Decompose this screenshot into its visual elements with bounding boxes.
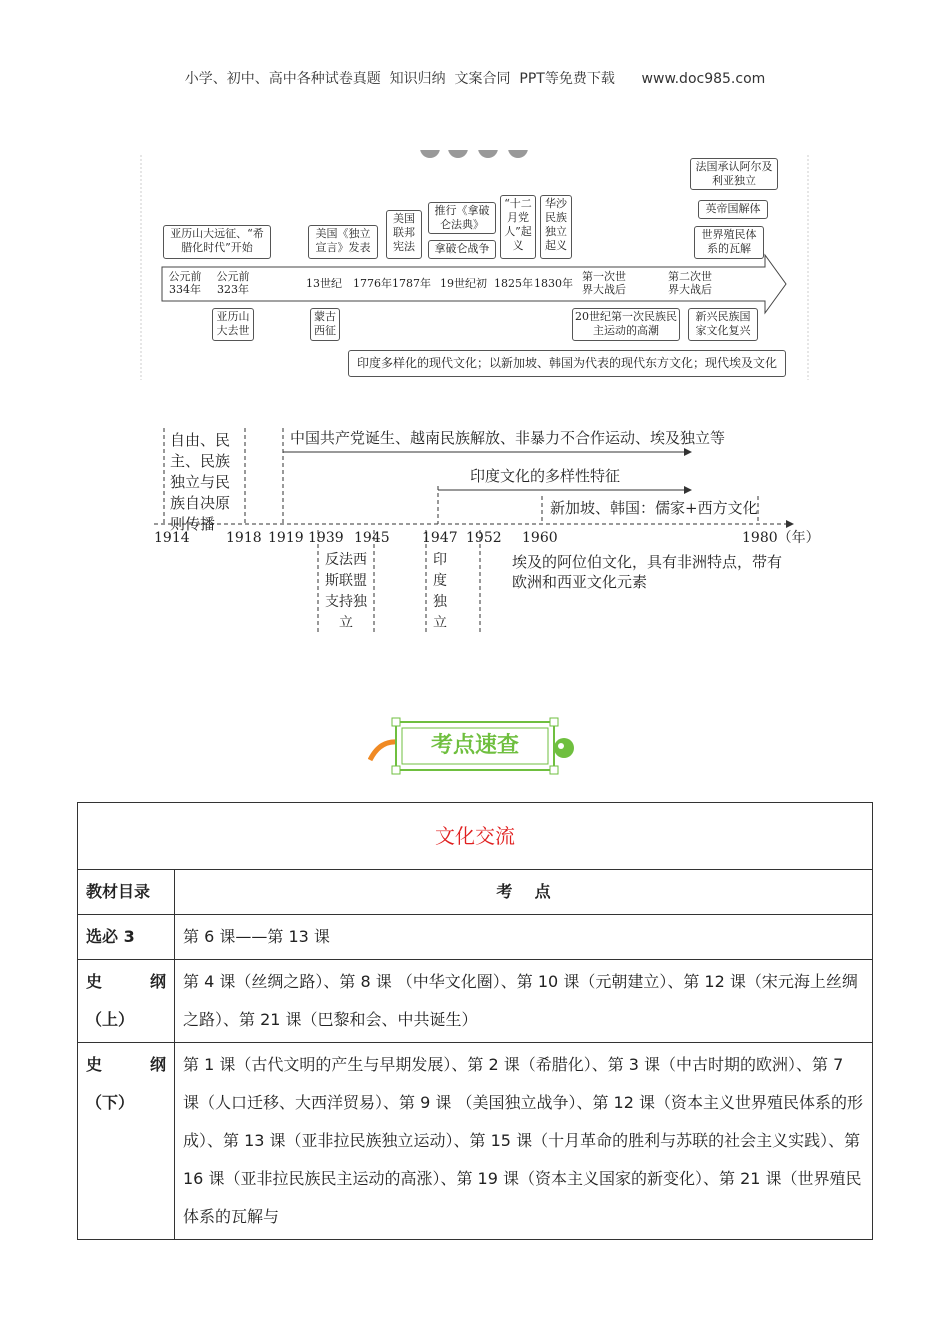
tl2-arrow2-text: 印度文化的多样性特征 [470, 467, 621, 485]
tl1-label-13c: 13世纪 [306, 277, 342, 290]
tl1-box-ww1-tide: 20世纪第一次民族民主运动的高潮 [572, 308, 680, 341]
tl2-india-independence-text: 印度独立 [433, 552, 447, 631]
timeline-1 [140, 150, 810, 385]
row-label-b: 纲 [149, 1055, 166, 1074]
row-label: 选必 3 [78, 915, 175, 960]
tl2-year-1952: 1952 [466, 530, 502, 546]
tl1-label-1830: 1830年 [534, 277, 573, 290]
tl2-year-1919: 1919 [268, 530, 304, 546]
tl2-antifascist-text: 反法西斯联盟支持独立 [325, 552, 367, 631]
tl1-label-1825: 1825年 [494, 277, 533, 290]
tl1-box-decembrist: “十二月党人”起义 [500, 195, 536, 259]
tl2-year-1914: 1914 [154, 530, 190, 546]
tl2-year-1960: 1960 [522, 530, 558, 546]
tl1-box-revival: 新兴民族国家文化复兴 [688, 308, 758, 341]
tl1-box-warsaw: 华沙民族独立起义 [540, 195, 572, 259]
header-kaodian: 考 点 [175, 870, 873, 915]
row-content: 第 1 课（古代文明的产生与早期发展）、第 2 课（希腊化）、第 3 课（中古时期的欧洲）、第 7 课（人口迁移、大西洋贸易）、第 9 课 （美国独立战争）、第 12 课（资本主义世界殖民体系的形成）、第 13 课（亚非拉民族独立运动）、第 15 课（十月革命的胜利与苏联的社会主义实践）、第 16 课（亚非拉民族民主运动的高涨）、第 19 课（资本主义国家的新变化）、第 21 课（世界殖民体系的瓦解与 [175, 1043, 873, 1240]
culture-exchange-table [77, 802, 873, 1240]
tl1-box-alexander: 亚历山大远征、“希腊化时代”开始 [163, 225, 271, 259]
tl1-box-constitution: 美国联邦宪法 [386, 210, 422, 259]
tl1-box-modern-culture: 印度多样化的现代文化；以新加坡、韩国为代表的现代东方文化；现代埃及文化 [348, 350, 786, 377]
tl2-year-1945: 1945 [354, 530, 390, 546]
tl2-year-1980: 1980（年） [742, 530, 820, 546]
row-label [78, 1043, 175, 1240]
tl1-label-ww2: 第二次世界大战后 [668, 270, 712, 296]
kaodian-banner [368, 716, 584, 776]
tl1-box-alexander-death: 亚历山大去世 [212, 308, 254, 341]
tl2-egypt-text: 埃及的阿位伯文化，具有非洲特点，带有欧洲和西亚文化元素 [512, 553, 783, 591]
tl2-left-text: 自由、民主、民族独立与民族自决原则传播 [170, 431, 231, 533]
tl1-box-napoleon-war: 拿破仑战争 [428, 240, 496, 259]
page-header: 小学、初中、高中各种试卷真题 知识归纳 文案合同 PPT等免费下载 www.doc985.com [184, 71, 766, 87]
table-row [78, 1043, 873, 1240]
timeline-2 [150, 420, 820, 640]
tl1-box-empire: 英帝国解体 [698, 200, 768, 219]
tl1-box-mongol: 蒙古西征 [310, 308, 340, 341]
tl1-label-19c: 19世纪初 [440, 277, 487, 290]
tl1-box-algeria: 法国承认阿尔及利亚独立 [690, 158, 778, 190]
tl1-label-1776: 1776年 [353, 277, 392, 290]
tl1-label-334bc: 公元前334年 [168, 270, 202, 296]
row-label-c: （下） [86, 1093, 135, 1112]
row-label [78, 960, 175, 1043]
table-row [78, 960, 873, 1043]
tl2-year-1918: 1918 [226, 530, 262, 546]
tl1-box-napoleon-code: 推行《拿破仑法典》 [428, 202, 496, 234]
row-content: 第 6 课——第 13 课 [175, 915, 873, 960]
table-row [78, 915, 873, 960]
header-textbook: 教材目录 [78, 870, 175, 915]
tl2-arrow1-text: 中国共产党诞生、越南民族解放、非暴力不合作运动、埃及独立等 [290, 429, 726, 447]
row-label-c: （上） [86, 1010, 135, 1029]
tl1-label-323bc: 公元前323年 [216, 270, 250, 296]
row-label-a: 史 [86, 972, 103, 991]
row-label-a: 史 [86, 1055, 103, 1074]
tl1-label-1787: 1787年 [392, 277, 431, 290]
row-label-b: 纲 [149, 972, 166, 991]
table-title: 文化交流 [78, 803, 873, 870]
tl1-label-ww1: 第一次世界大战后 [582, 270, 626, 296]
banner-text: 考点速查 [430, 733, 519, 758]
tl1-box-colonial-collapse: 世界殖民体系的瓦解 [694, 226, 764, 259]
tl2-year-1939: 1939 [308, 530, 344, 546]
row-content: 第 4 课（丝绸之路）、第 8 课 （中华文化圈）、第 10 课（元朝建立）、第 12 课（宋元海上丝绸之路）、第 21 课（巴黎和会、中共诞生） [175, 960, 873, 1043]
tl2-year-1947: 1947 [422, 530, 458, 546]
tl2-segment-text: 新加坡、韩国：儒家+西方文化 [550, 499, 758, 517]
tl1-box-declaration: 美国《独立宣言》发表 [308, 225, 378, 259]
